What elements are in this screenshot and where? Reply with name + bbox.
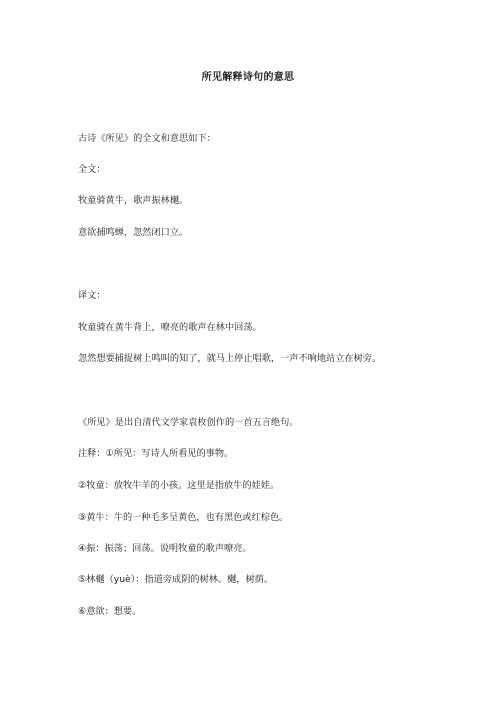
- translation-line-1: 牧童骑在黄牛背上，嘹亮的歌声在林中回荡。: [78, 322, 262, 333]
- intro-text: 古诗《所见》的全文和意思如下：: [78, 133, 216, 144]
- full-text-label: 全文：: [78, 164, 106, 175]
- note-item-4: ④振：振荡；回荡。说明牧童的歌声嘹亮。: [78, 543, 252, 554]
- document-title: 所见解释诗句的意思: [201, 72, 295, 83]
- note-item-1: 注释：①所见：写诗人所看见的事物。: [78, 448, 234, 459]
- translation-label: 译文：: [78, 290, 106, 301]
- note-item-2: ②牧童：放牧牛羊的小孩。这里是指放牛的娃娃。: [78, 480, 280, 491]
- translation-line-2: 忽然想要捕捉树上鸣叫的知了，就马上停止唱歌，一声不响地站立在树旁。: [78, 353, 382, 364]
- note-item-3: ③黄牛：牛的一种毛多呈黄色，也有黑色或红棕色。: [78, 512, 289, 523]
- poem-line-2: 意欲捕鸣蝉，忽然闭口立。: [78, 227, 189, 238]
- source-text: 《所见》是出自清代文学家袁枚创作的一首五言绝句。: [78, 417, 299, 428]
- poem-line-1: 牧童骑黄牛，歌声振林樾。: [78, 195, 189, 206]
- note-item-6: ⑥意欲：想要。: [78, 606, 142, 617]
- note-item-5: ⑤林樾（yuè）：指道旁成阴的树林。樾，树荫。: [78, 574, 274, 585]
